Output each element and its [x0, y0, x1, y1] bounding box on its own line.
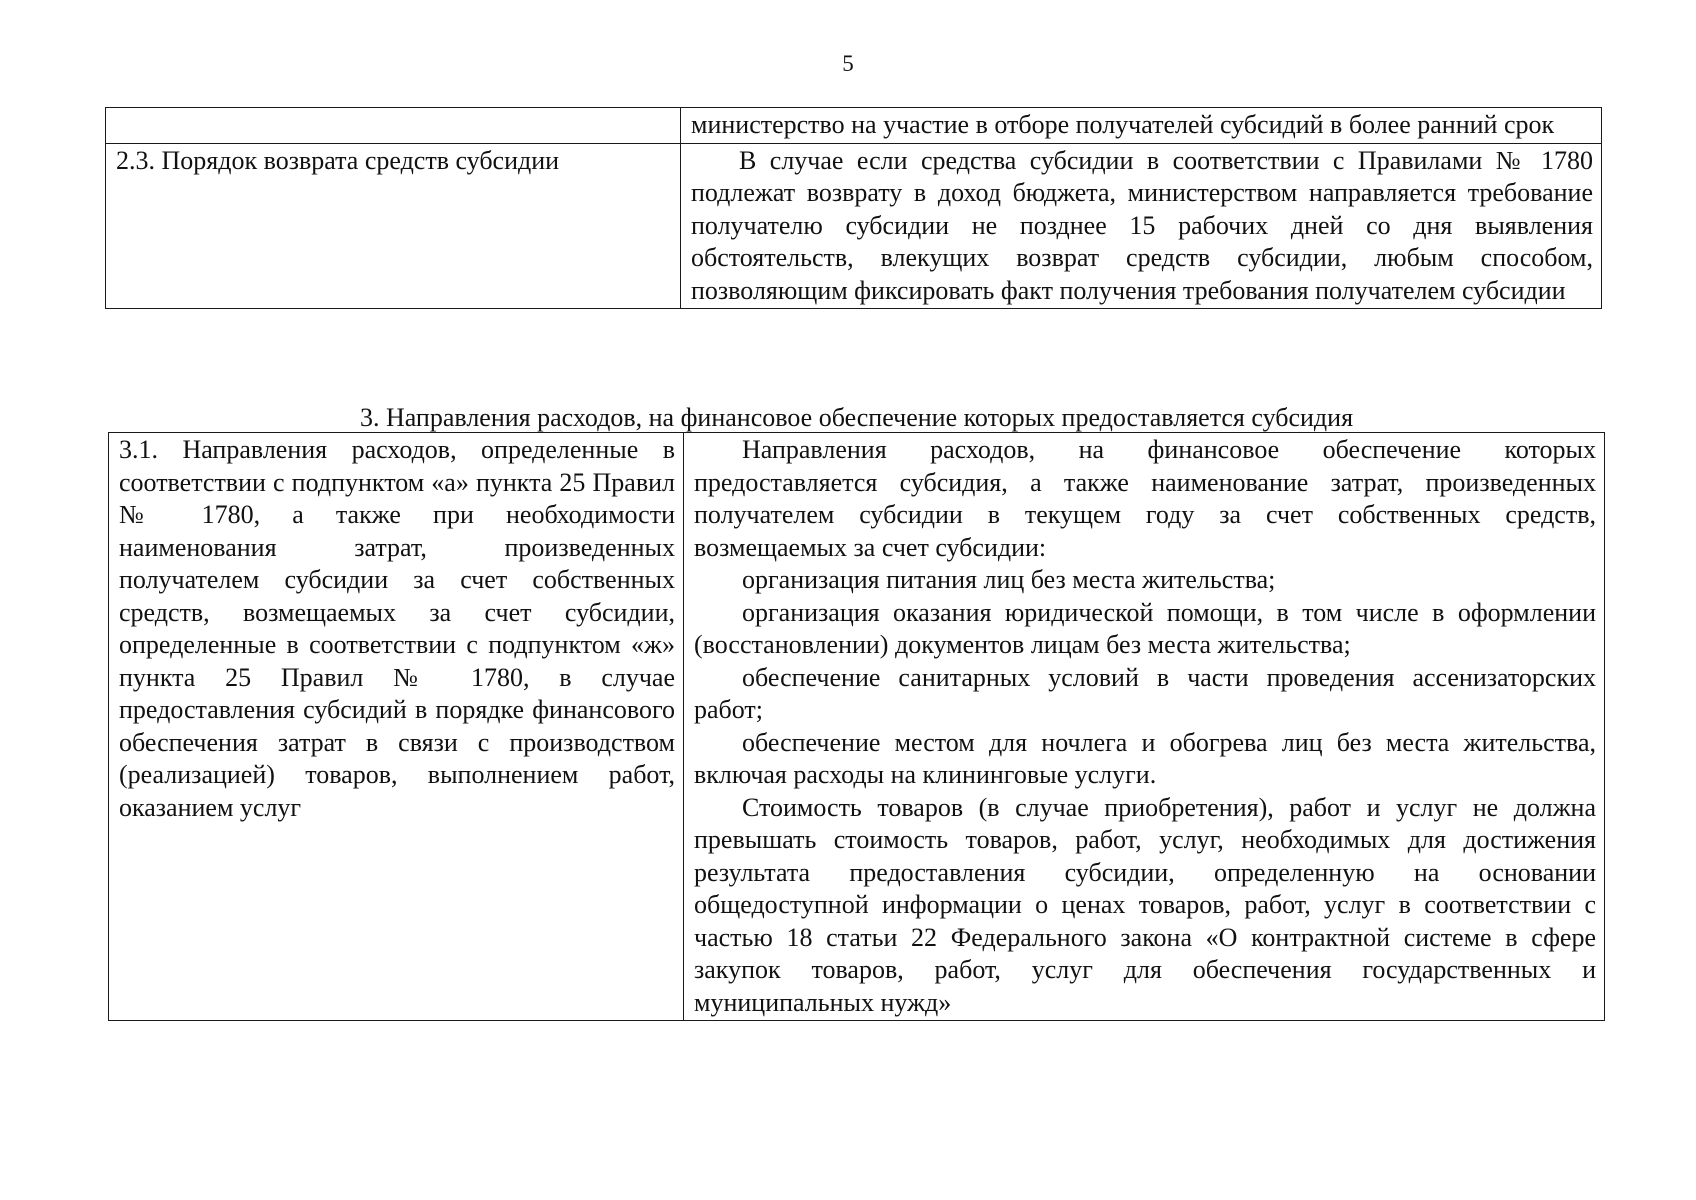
list-item: обеспечение санитарных условий в части проведения ассенизаторских работ; — [694, 662, 1596, 724]
expenses-table — [108, 432, 1605, 1021]
page-number: 5 — [842, 51, 854, 76]
list-item: организация оказания юридической помощи, в том числе в оформлении (восстановлении) документов лицам без места жительства; — [694, 597, 1596, 659]
paragraph: Направления расходов, на финансовое обеспечение которых предоставляется субсидия, а также наименование затрат, произведенных получателем субсидии в текущем году за счет собственных средств, возмещаемых за счет субсидии: — [694, 435, 1596, 562]
table-row — [106, 143, 1602, 309]
procedure-table — [105, 107, 1602, 309]
table-row — [109, 433, 1605, 1021]
table-cell-label: 2.3. Порядок возврата средств субсидии — [106, 143, 681, 309]
refund-procedure-text: В случае если средства субсидии в соответствии с Правилами № 1780 подлежат возврату в доход бюджета, министерством направляется требование получателю субсидии не позднее 15 рабочих дней со дня выявления обстоятельств, влекущих возврат средств субсидии, любым способом, позволяющим фиксировать факт получения требования получателем субсидии — [691, 145, 1593, 305]
table-cell-label — [106, 108, 681, 144]
list-item: организация питания лиц без места жительства; — [742, 565, 1276, 594]
section-heading: 3. Направления расходов, на финансовое обеспечение которых предоставляется субсидия — [359, 403, 1354, 432]
table-cell-content — [684, 433, 1605, 1021]
table-cell-content — [681, 143, 1602, 309]
list-item: обеспечение местом для ночлега и обогрева лиц без места жительства, включая расходы на клининговые услуги. — [694, 727, 1596, 789]
table-row — [106, 108, 1602, 144]
paragraph: Стоимость товаров (в случае приобретения), работ и услуг не должна превышать стоимость товаров, работ, услуг, необходимых для достижения результата предоставления субсидии, определенную на основании общедоступной информации о ценах товаров, работ, услуг в соответствии с частью 18 статьи 22 Федерального закона «О контрактной системе в сфере закупок товаров, работ, услуг для обеспечения государственных и муниципальных нужд» — [694, 792, 1596, 1017]
table-cell-label: 3.1. Направления расходов, определенные в соответствии с подпунктом «а» пункта 25 Правил № 1780, а также при необходимости наименования затрат, произведенных получателем субсидии за счет собственных средств, возмещаемых за счет субсидии, определенные в соответствии с подпунктом «ж» пункта 25 Правил № 1780, в случае предоставления субсидий в порядке финансового обеспечения затрат в связи с производством (реализацией) товаров, выполнением работ, оказанием услуг — [109, 433, 684, 1021]
table-cell-content: министерство на участие в отборе получателей субсидий в более ранний срок — [681, 108, 1602, 144]
